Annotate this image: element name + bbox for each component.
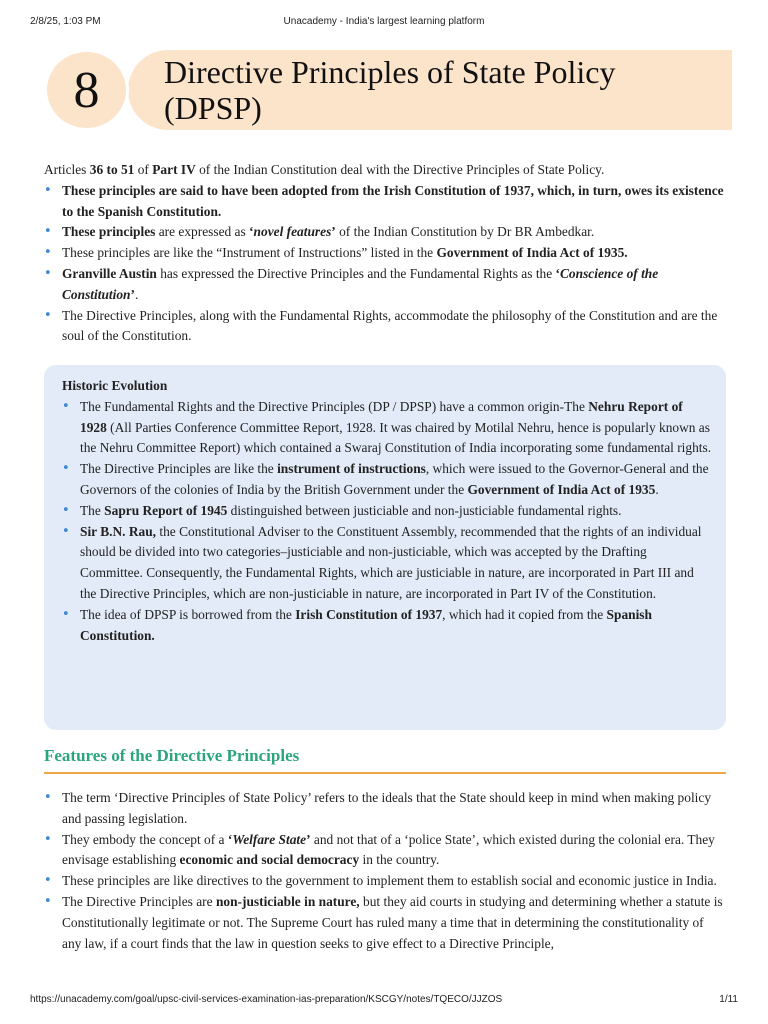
bullet-item: [44, 264, 726, 306]
bullet-dot-icon: •: [62, 398, 70, 414]
chapter-title-line2: (DPSP): [164, 90, 262, 126]
bullet-item: [62, 605, 712, 647]
bullet-dot-icon: •: [62, 606, 70, 622]
text-run: ‘: [555, 265, 560, 281]
bullet-dot-icon: •: [44, 182, 52, 198]
text-run: .: [134, 286, 139, 302]
text-run: (All Parties Conference Committee Report, 1928. It was chaired by Motilal Nehru, hence is popularly known as the Nehru Committee Report) which contained a Swaraj Constitution of India incorporating some fundamental rights.: [80, 419, 712, 456]
bullet-text: [80, 522, 712, 605]
features-bullet-list: [44, 788, 726, 954]
text-run: Government of India Act of 1935.: [436, 245, 628, 261]
bullet-item: [44, 892, 726, 954]
bullet-dot-icon: •: [44, 790, 52, 805]
bullet-dot-icon: •: [44, 265, 52, 281]
text-run: These principles are like directives to the government to implement them to establish social and economic justice in India.: [62, 873, 717, 889]
bullet-dot-icon: •: [62, 502, 70, 518]
text-run: are expressed as: [155, 224, 250, 240]
chapter-number: 8: [73, 61, 100, 119]
bullet-dot-icon: •: [44, 245, 52, 261]
historic-evolution-content: [62, 376, 712, 646]
text-run: Conscience of the Constitution: [62, 265, 659, 302]
text-run: novel features: [253, 224, 332, 240]
features-section: [44, 788, 726, 954]
bullet-item: [44, 181, 726, 223]
text-run: Articles: [44, 162, 90, 177]
bullet-text: [80, 501, 712, 522]
text-run: The Fundamental Rights and the Directive Principles (DP / DPSP) have a common origin-The: [80, 398, 589, 414]
bullet-text: [62, 871, 726, 892]
text-run: economic and social democracy: [179, 852, 360, 868]
text-run: , which were issued to the Governor-General and the Governors of the colonies of India by the British Government under the: [80, 461, 709, 497]
text-run: These principles are said to have been adopted from the Irish Constitution of 1937, which, in turn, owes its existence to the Spanish Constitution.: [62, 182, 724, 219]
intro-paragraph: [44, 160, 726, 181]
text-run: The: [80, 502, 105, 518]
print-header: [30, 16, 738, 30]
bullet-item: [44, 306, 726, 348]
bullet-item: [62, 522, 712, 605]
text-run: of the Indian Constitution deal with the Directive Principles of State Policy.: [195, 162, 605, 177]
text-run: , which had it copied from the: [442, 606, 607, 622]
text-run: The Directive Principles are: [62, 893, 216, 909]
text-run: These principles are like the “Instrument of Instructions” listed in the: [62, 245, 437, 261]
bullet-text: [62, 181, 726, 223]
bullet-text: [62, 264, 726, 306]
intro-bullet-list: [44, 181, 726, 347]
historic-evolution-title: Historic Evolution: [62, 378, 168, 393]
text-run: and not that of a ‘police State’, which existed during the colonial era. They envisage establishing: [62, 831, 715, 868]
text-run: The term ‘Directive Principles of State Policy’ refers to the ideals that the State should keep in mind when making policy and passing legislation.: [62, 790, 712, 826]
bullet-text: [62, 222, 726, 243]
bullet-text: [62, 892, 726, 954]
text-run: They embody the concept of a: [62, 831, 228, 847]
features-heading: Features of the Directive Principles: [44, 746, 300, 765]
text-run: Irish Constitution of 1937: [295, 606, 443, 622]
bullet-text: [62, 243, 726, 264]
text-run: non-justiciable in nature,: [215, 893, 360, 909]
bullet-item: [44, 788, 726, 830]
text-run: ’: [331, 224, 336, 240]
text-run: but they aid courts in studying and determining whether a statute is Constitutionally legitimate or not. The Supreme Court has ruled many a time that in determining the constitutionality of any law, if a court finds that the law in question seeks to give effect to a Directive Principle,: [62, 893, 723, 951]
bullet-dot-icon: •: [62, 523, 70, 539]
chapter-number-badge: [44, 49, 129, 131]
text-run: Government of India Act of 1935: [467, 481, 656, 497]
print-page-number: 1/11: [719, 994, 738, 1005]
text-run: The Directive Principles are like the: [80, 461, 278, 477]
text-run: Welfare State: [232, 831, 307, 847]
bullet-text: [80, 459, 712, 501]
bullet-text: [80, 397, 712, 459]
print-page-title: Unacademy - India's largest learning platform: [283, 16, 485, 27]
text-run: Spanish Constitution.: [80, 606, 652, 643]
bullet-text: [62, 830, 726, 872]
bullet-dot-icon: •: [62, 461, 70, 477]
bullet-text: [62, 306, 726, 348]
bullet-item: [44, 222, 726, 243]
intro-section: [44, 160, 726, 347]
bullet-text: [62, 788, 726, 830]
text-run: These principles: [62, 224, 156, 240]
bullet-text: [80, 605, 712, 647]
text-run: Nehru Report of 1928: [80, 398, 683, 435]
bullet-dot-icon: •: [44, 893, 52, 909]
text-run: in the country.: [359, 852, 440, 868]
text-run: has expressed the Directive Principles and the Fundamental Rights as the: [156, 265, 556, 281]
bullet-dot-icon: •: [44, 873, 52, 889]
historic-bullet-list: [62, 397, 712, 647]
bullet-dot-icon: •: [44, 307, 52, 323]
text-run: ‘: [227, 831, 233, 847]
print-url: https://unacademy.com/goal/upsc-civil-services-examination-ias-preparation/KSCGY/notes/TQECO/JJZOS: [30, 994, 503, 1005]
text-run: The idea of DPSP is borrowed from the: [80, 606, 296, 622]
chapter-title: [164, 54, 724, 126]
print-datetime: 2/8/25, 1:03 PM: [30, 16, 101, 27]
bullet-item: [62, 501, 712, 522]
text-run: 36 to 51: [89, 162, 135, 177]
text-run: Part IV: [152, 162, 196, 177]
text-run: The Directive Principles, along with the Fundamental Rights, accommodate the philosophy of the Constitution and are the soul of the Constitution.: [62, 307, 718, 344]
text-run: Granville Austin: [62, 265, 157, 281]
text-run: Sapru Report of 1945: [104, 502, 228, 518]
bullet-item: [44, 871, 726, 892]
text-run: Sir B.N. Rau,: [80, 523, 157, 539]
text-run: instrument of instructions: [277, 461, 426, 477]
bullet-dot-icon: •: [44, 831, 52, 847]
bullet-item: [44, 830, 726, 872]
text-run: ’: [306, 831, 311, 847]
text-run: distinguished between justiciable and non-justiciable fundamental rights.: [227, 502, 622, 518]
text-run: ‘: [249, 224, 254, 240]
print-footer: [30, 994, 738, 1008]
text-run: ’: [130, 286, 135, 302]
chapter-title-line1: Directive Principles of State Policy: [164, 54, 616, 90]
text-run: the Constitutional Adviser to the Constituent Assembly, recommended that the rights of an individual should be divided into two categories–justiciable and non-justiciable, which was accepted by the Drafting Committee. Consequently, the Fundamental Rights, which are justiciable in nature, are incorporated in Part III and the Directive Principles, which are non-justiciable in nature, are incorporated in Part IV of the Constitution.: [80, 523, 702, 601]
text-run: of the Indian Constitution by Dr BR Ambedkar.: [335, 224, 595, 240]
bullet-item: [62, 459, 712, 501]
bullet-item: [44, 243, 726, 264]
features-heading-rule: [44, 772, 726, 774]
bullet-dot-icon: •: [44, 224, 52, 240]
text-run: .: [655, 481, 659, 497]
bullet-item: [62, 397, 712, 459]
text-run: of: [134, 162, 153, 177]
